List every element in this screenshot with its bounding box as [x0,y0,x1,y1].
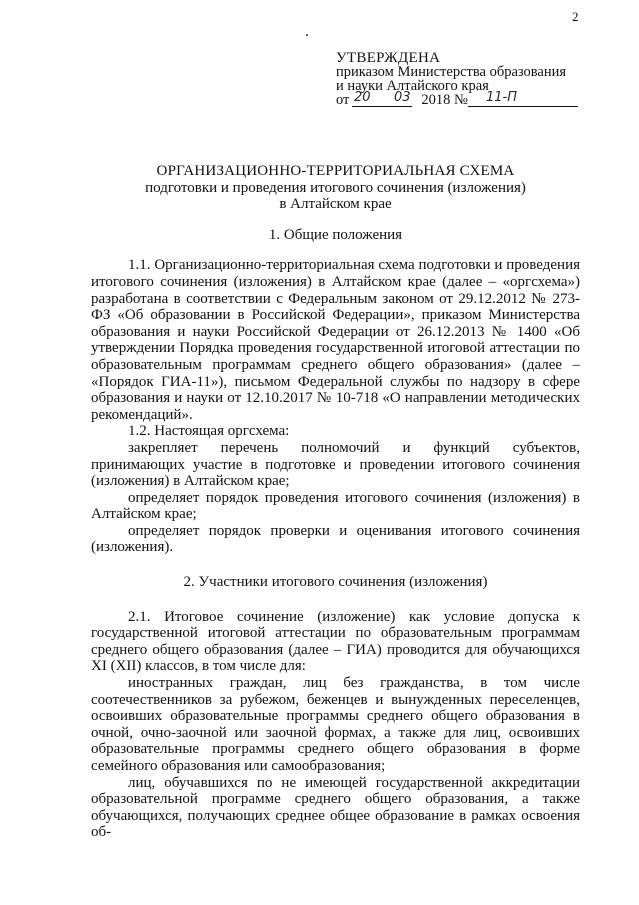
document-subtitle-1: подготовки и проведения итогового сочинения (изложения) [145,179,526,196]
approval-date-line [336,90,581,108]
page-number: 2 [572,9,579,24]
paragraph-1-2-a: закрепляет перечень полномочий и функций субъектов, принимающих участие в подготовке и проведении итогового сочинения (изложения) в Алтайском крае; [91,439,580,490]
paragraph-2-1: 2.1. Итоговое сочинение (изложение) как условие допуска к государственной итоговой аттестации по образовательным программам среднего общего образования (далее – ГИА) проводится для обучающихся XI (XII) классов, в том числе для: [91,608,580,675]
paragraph-1-2-c: определяет порядок проверки и оценивания итогового сочинения (изложения). [91,522,580,556]
paragraph-2-1-b: лиц, обучавшихся по не имеющей государственной аккредитации образовательной программе среднего общего образования, а также обучающихся, получающих среднее общее образование в рамках освоения об- [91,774,580,841]
handwritten-day: 20 [354,90,371,105]
approval-line-1: приказом Министерства образования [336,64,567,80]
paragraph-1-2-b: определяет порядок проведения итогового сочинения (изложения) в Алтайском крае; [91,489,580,523]
paragraph-1-2: 1.2. Настоящая оргсхема: [128,423,290,440]
scan-speck [306,34,308,36]
document-body [91,163,580,841]
section-1-heading: 1. Общие положения [268,226,403,243]
approval-stamp-block [336,51,581,107]
section-2-heading: 2. Участники итогового сочинения (изложения) [183,574,488,591]
handwritten-month: 03 [394,90,411,105]
date-year: 2018 № [421,92,468,108]
date-prefix: от [336,92,350,108]
handwritten-order-number: 11-П [486,90,518,105]
paragraph-2-1-a: иностранных граждан, лиц без гражданства, в том числе соотечественников за рубежом, беженцев и вынужденных переселенцев, освоивших образовательные программы среднего общего образования в очной, очно-заочной или заочной формах, а также для лиц, освоивших образовательные программы среднего общего образования в форме семейного образования или самообразования; [91,675,580,774]
approval-line-2: и науки Алтайского края [336,78,489,94]
date-underline [352,106,412,107]
document-subtitle-2: в Алтайском крае [279,196,392,213]
document-title: ОРГАНИЗАЦИОННО-ТЕРРИТОРИАЛЬНАЯ СХЕМА [156,163,515,179]
paragraph-1-1: 1.1. Организационно-территориальная схема подготовки и проведения итогового сочинения (изложения) в Алтайском крае (далее – «оргсхема») разработана в соответствии с Федеральным законом от 29.12.2012 № 273-ФЗ «Об образовании в Российской Федерации», приказом Министерства образования и науки Российской Федерации от 26.12.2013 № 1400 «Об утверждении Порядка проведения государственной итоговой аттестации по образовательным программам среднего общего образования» (далее – «Порядок ГИА-11»), письмом Федеральной службы по надзору в сфере образования и науки от 12.10.2017 № 10-718 «О направлении методических рекомендаций». [91,257,580,423]
approval-title: УТВЕРЖДЕНА [336,50,441,66]
number-underline [468,106,578,107]
